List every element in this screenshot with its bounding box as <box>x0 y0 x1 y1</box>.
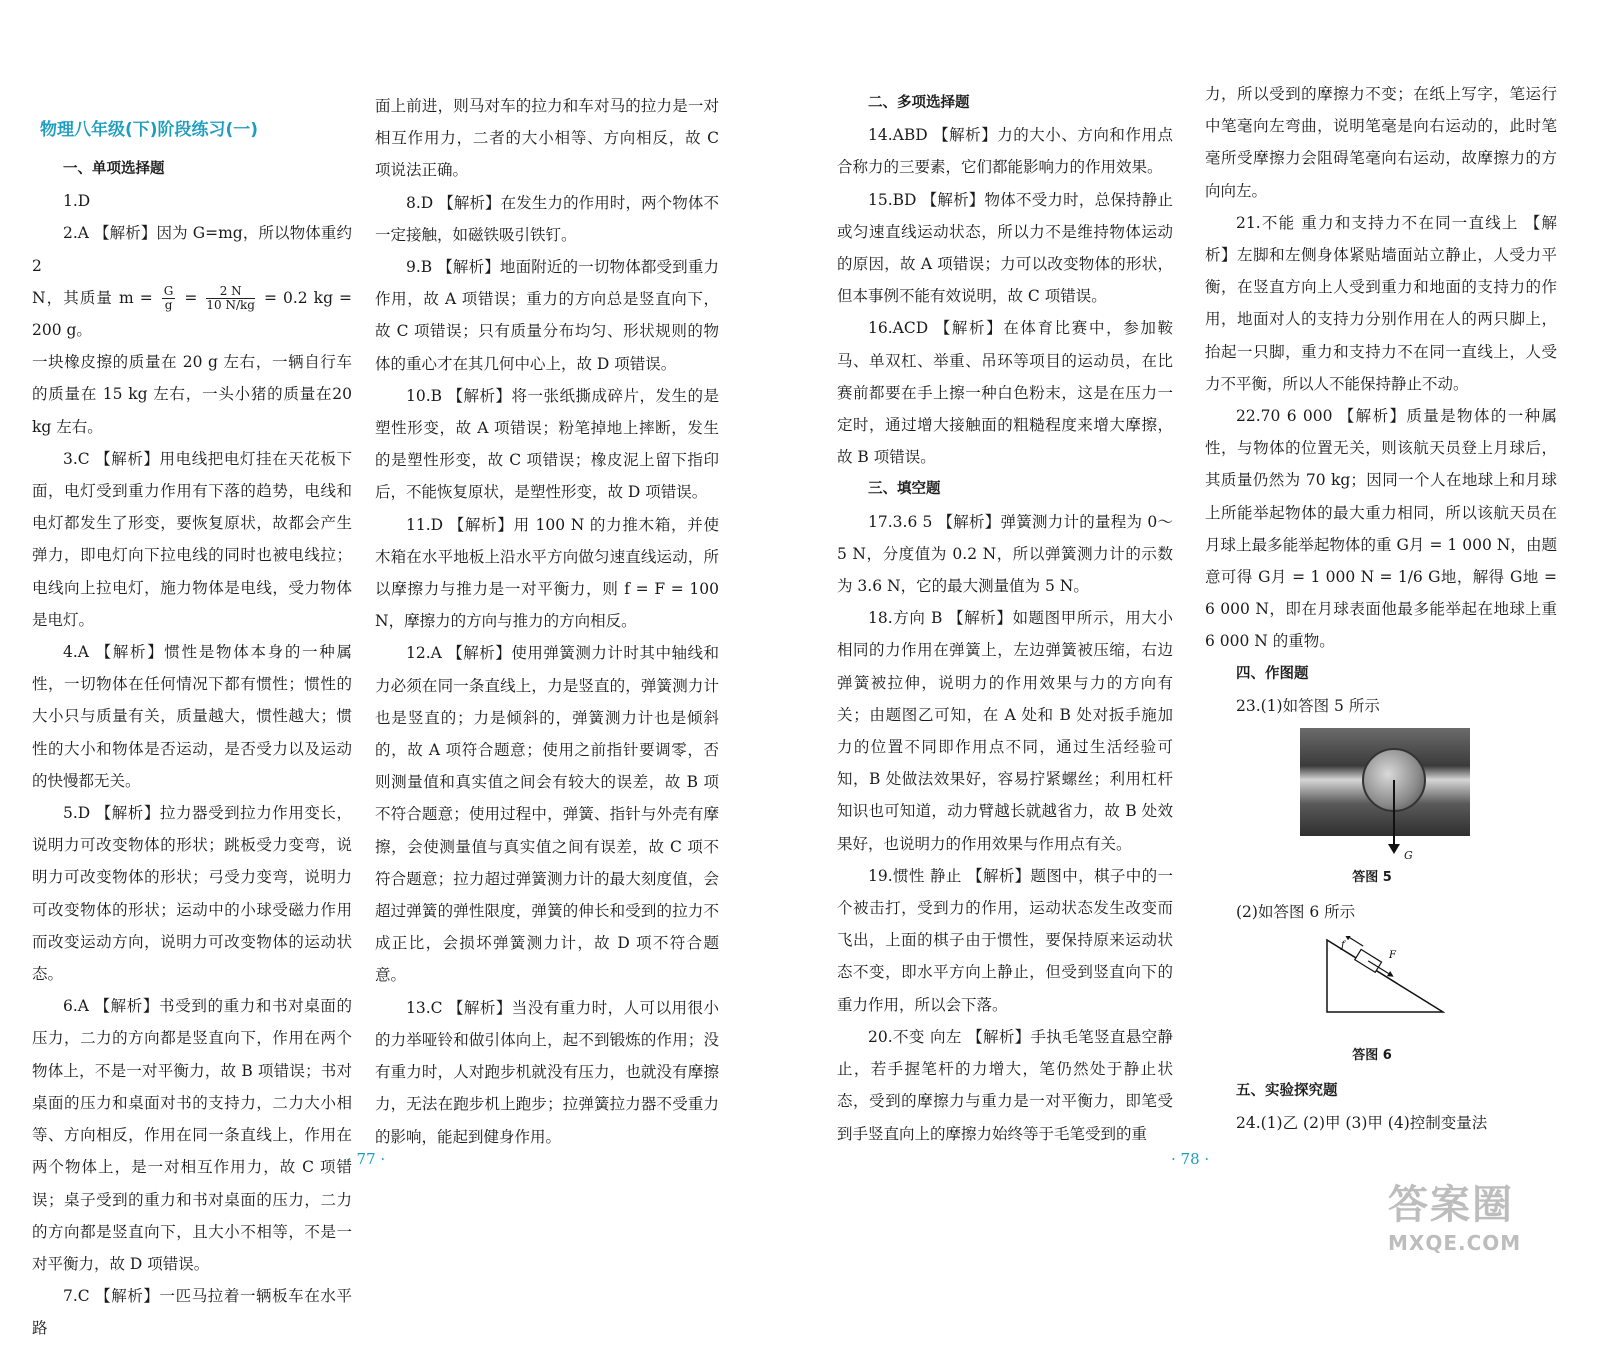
page-title: 物理八年级(下)阶段练习(一) <box>40 120 259 140</box>
answer-paragraph: 7.C 【解析】一匹马拉着一辆板车在水平路 <box>32 1287 352 1338</box>
figure-5-caption: 答图 5 <box>1352 870 1392 886</box>
formula-text: = 0.2 kg = 200 g。 <box>32 288 352 340</box>
watermark-logo <box>1388 1180 1570 1270</box>
answer-paragraph: 21.不能 重力和支持力不在同一直线上 【解析】左脚和左侧身体紧贴墙面站立静止，人受力平衡，在竖直方向上人受到重力和地面的支持力的作用，地面对人的支持力分别作用在人的两只脚上，抬起一只脚，重力和支持力不在同一直线上，人受力不平衡，所以人不能保持静止不动。 <box>1205 213 1557 393</box>
gravity-arrow <box>1393 780 1395 846</box>
answer-paragraph: 17.3.6 5 【解析】弹簧测力计的量程为 0～5 N，分度值为 0.2 N，所以弹簧测力计的示数为 3.6 N，它的最大测量值为 5 N。 <box>837 512 1173 596</box>
formula-line <box>32 282 352 346</box>
answer-paragraph: 18.方向 B 【解析】如题图甲所示，用大小相同的力作用在弹簧上，左边弹簧被压缩，右边弹簧被拉伸，说明力的作用效果与力的方向有关；由题图乙可知，在 A 处和 B 处对扳手施加力的位置不同即作用点不同，通过生活经验可知，B 处做法效果好，容易拧紧螺丝；利用杠杆知识也可知道，动力臂越长就越省力，故 B 处效果好，也说明力的作用效果与作用点有关。 <box>837 609 1173 853</box>
answer-paragraph: 24.(1)乙 (2)甲 (3)甲 (4)控制变量法 <box>1236 1113 1488 1132</box>
answer-paragraph: 9.B 【解析】地面附近的一切物体都受到重力作用，故 A 项错误；重力的方向总是竖直向下，故 C 项错误；只有质量分布均匀、形状规则的物体的重心才在其几何中心上，故 D 项错误。 <box>375 258 719 373</box>
fraction <box>162 285 176 312</box>
figure-6-caption: 答图 6 <box>1352 1048 1392 1064</box>
gravity-arrowhead <box>1388 844 1400 854</box>
right-page-column-2 <box>1205 0 1557 1139</box>
incline-diagram <box>1325 936 1445 1014</box>
answer-paragraph: 12.A 【解析】使用弹簧测力计时其中轴线和力必须在同一条直线上，力是竖直的，弹簧测力计也是竖直的；力是倾斜的，弹簧测力计也是倾斜的，故 A 项符合题意；使用之前指针要调零，否则测量值和真实值之间会有较大的误差，故 B 项不符合题意；使用过程中，弹簧、指针与外壳有摩擦，会使测量值与真实值之间有误差，故 C 项不符合题意；拉力超过弹簧测力计的最大刻度值，会超过弹簧的弹性限度，弹簧的伸长和受到的拉力不成正比，会损坏弹簧测力计，故 D 项不符合题意。 <box>375 644 719 985</box>
answer-paragraph: 8.D 【解析】在发生力的作用时，两个物体不一定接触，如磁铁吸引铁钉。 <box>375 193 719 244</box>
answer-paragraph: (2)如答图 6 所示 <box>1236 903 1356 922</box>
section-heading: 五、实验探究题 <box>1236 1082 1338 1099</box>
answer-paragraph: 3.C 【解析】用电线把电灯挂在天花板下面，电灯受到重力作用有下落的趋势，电线和电灯都发生了形变，要恢复原状，故都会产生弹力，即电灯向下拉电线的同时也被电线拉；电线向上拉电灯，施力物体是电线，受力物体是电灯。 <box>32 449 352 629</box>
formula-text: N，其质量 m = <box>32 288 159 307</box>
denominator: g <box>164 298 173 313</box>
numerator: 2 N <box>206 285 255 299</box>
answer-paragraph: 16.ACD 【解析】在体育比赛中，参加鞍马、单双杠、举重、吊环等项目的运动员，在比赛前都要在手上擦一种白色粉末，这是在压力一定时，通过增大接触面的粗糙程度来增大摩擦，故 B 项错误。 <box>837 319 1173 467</box>
answer-paragraph: 2.A 【解析】因为 G=mg，所以物体重约 2 <box>32 224 352 275</box>
column-1-body <box>32 153 352 1345</box>
page-number-right: · 78 · <box>1171 1150 1210 1168</box>
figure-5-photo <box>1300 728 1470 863</box>
right-page-column-1 <box>837 0 1173 1150</box>
column-2-body <box>375 90 719 1153</box>
column-4-body-b <box>1205 896 1557 928</box>
gravity-label: G <box>1404 849 1413 863</box>
page-number-left: · 77 · <box>347 1150 386 1168</box>
answer-paragraph: 23.(1)如答图 5 所示 <box>1236 696 1380 715</box>
friction-label: f <box>1341 940 1345 952</box>
continued-paragraph: 力，所以受到的摩擦力不变；在纸上写字，笔运行中笔毫向左弯曲，说明笔毫是向右运动的，此时笔毫所受摩擦力会阻碍笔毫向右运动，故摩擦力的方向向左。 <box>1205 85 1557 200</box>
answer-paragraph: 10.B 【解析】将一张纸撕成碎片，发生的是塑性形变，故 A 项错误；粉笔掉地上摔断，发生的是塑性形变，故 C 项错误；橡皮泥上留下指印后，不能恢复原状，是塑性形变，故 D 项错误。 <box>375 386 719 502</box>
section-heading: 一、单项选择题 <box>63 161 165 177</box>
answer-paragraph: 15.BD 【解析】物体不受力时，总保持静止或匀速直线运动状态，所以力不是维持物体运动的原因，故 A 项错误；力可以改变物体的形状，但本事例不能有效说明，故 C 项错误。 <box>837 190 1173 306</box>
answer-paragraph: 22.70 6 000 【解析】质量是物体的一种属性，与物体的位置无关，则该航天员登上月球后，其质量仍然为 70 kg；因同一个人在地球上和月球上所能举起物体的最大重力相同，所以该航天员在月球上最多能举起物体的重 G月 = 1 000 N，由题意可得 G月 = 1 000 N = 1/6 G地，解得 G地 = 6 000 N，即在月球表面他最多能举起在地球上重 6 000 N 的重物。 <box>1205 407 1557 651</box>
answer-paragraph: 1.D <box>63 192 91 211</box>
answer-paragraph: 4.A 【解析】惯性是物体本身的一种属性，一切物体在任何情况下都有惯性；惯性的大小只与质量有关，质量越大，惯性越大；惯性的大小和物体是否运动，是否受力以及运动的快慢都无关。 <box>32 643 352 790</box>
left-page-column-1 <box>32 0 352 1345</box>
force-label: F <box>1389 950 1396 962</box>
answer-paragraph: 6.A 【解析】书受到的重力和书对桌面的压力，二力的方向都是竖直向下，作用在两个物体上，不是一对平衡力，故 B 项错误；书对桌面的压力和桌面对书的支持力，二力大小相等、方向相反，作用在同一条直线上，作用在两个物体上，是一对相互作用力，故 C 项错误；桌子受到的重力和书对桌面的压力，二力的方向都是竖直向下，且大小不相等，不是一对平衡力，故 D 项错误。 <box>32 997 352 1273</box>
answer-paragraph: 11.D 【解析】用 100 N 的力推木箱，并使木箱在水平地板上沿水平方向做匀速直线运动，所以摩擦力与推力是一对平衡力，则 f = F = 100 N，摩擦力的方向与推力的方向相反。 <box>375 515 719 631</box>
answer-paragraph: 20.不变 向左 【解析】手执毛笔竖直悬空静止，若手握笔杆的力增大，笔仍然处于静止状态，受到的摩擦力与重力是一对平衡力，即笔受到手竖直向上的摩擦力始终等于毛笔受到的重 <box>837 1027 1173 1143</box>
answer-paragraph: 5.D 【解析】拉力器受到拉力作用变长，说明力可改变物体的形状；跳板受力变弯，说明力可改变物体的形状；弓受力变弯，说明力可改变物体的形状；运动中的小球受磁力作用而改变运动方向，说明力可改变物体的运动状态。 <box>32 804 352 984</box>
column-4-body-c <box>1205 1075 1557 1139</box>
section-heading: 三、填空题 <box>868 481 941 498</box>
answer-paragraph: 14.ABD 【解析】力的大小、方向和作用点合称力的三要素，它们都能影响力的作用效果。 <box>837 126 1173 177</box>
answer-paragraph: 13.C 【解析】当没有重力时，人可以用很小的力举哑铃和做引体向上，起不到锻炼的作用；没有重力时，人对跑步机就没有压力，也就没有摩擦力，无法在跑步机上跑步；拉弹簧拉力器不受重力的影响，能起到健身作用。 <box>375 998 719 1146</box>
continued-paragraph: 一块橡皮擦的质量在 20 g 左右，一辆自行车的质量在 15 kg 左右，一头小猪的质量在20 kg 左右。 <box>32 353 352 436</box>
continued-paragraph: 面上前进，则马对车的拉力和车对马的拉力是一对相互作用力，二者的大小相等、方向相反，故 C 项说法正确。 <box>375 97 719 180</box>
numerator: G <box>163 284 174 299</box>
denominator: 10 N/kg <box>206 298 255 313</box>
section-heading: 二、多项选择题 <box>868 95 970 111</box>
figure-6-incline <box>1325 936 1445 1014</box>
watermark-url: MXQE.COM <box>1388 1231 1522 1255</box>
column-4-body-a <box>1205 78 1557 722</box>
watermark-cn: 答案圈 <box>1388 1182 1514 1228</box>
formula-text: = <box>178 288 204 307</box>
answer-paragraph: 19.惯性 静止 【解析】题图中，棋子中的一个被击打，受到力的作用，运动状态发生改变而飞出，上面的棋子由于惯性，要保持原来运动状态不变，即水平方向上静止，但受到竖直向下的重力作用，所以会下落。 <box>837 866 1173 1014</box>
fraction <box>206 285 255 312</box>
section-heading: 四、作图题 <box>1236 665 1309 682</box>
column-3-body <box>837 87 1173 1150</box>
left-page-column-2 <box>375 0 719 1153</box>
